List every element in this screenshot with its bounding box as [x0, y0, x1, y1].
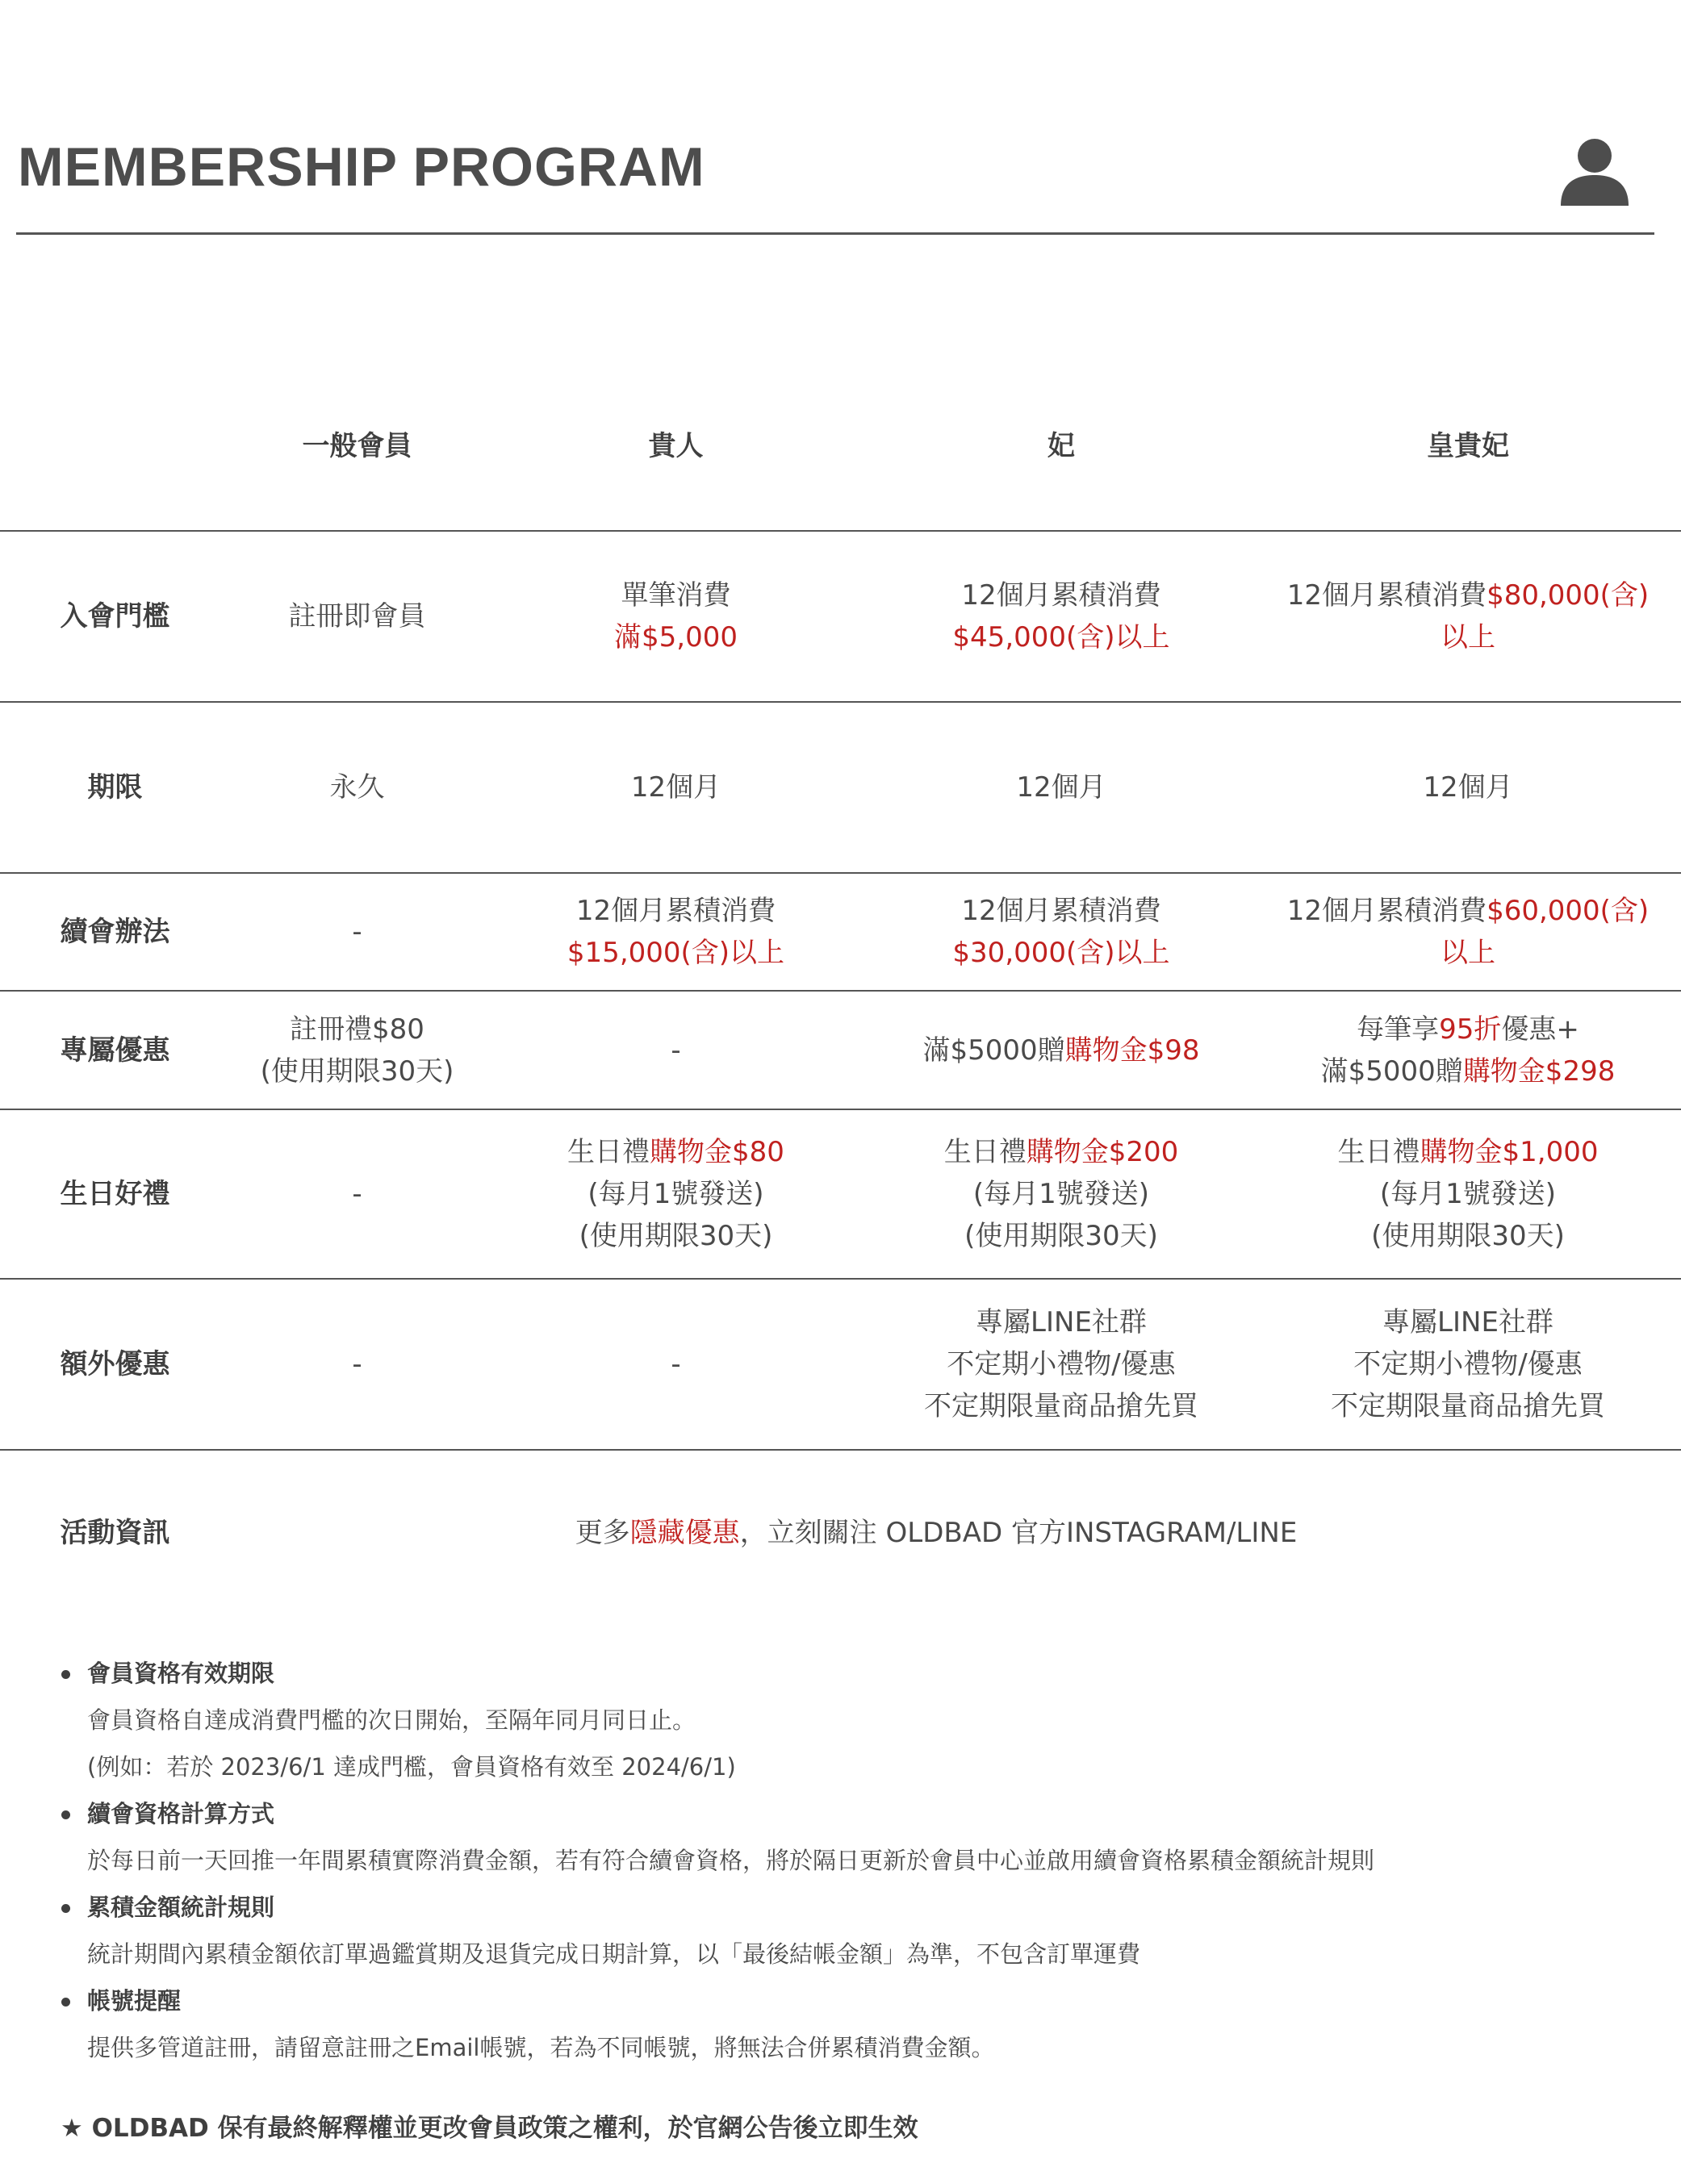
cell-text: 12個月累積消費 — [1286, 895, 1487, 927]
cell-line — [1287, 932, 1649, 974]
cell-line — [352, 1343, 362, 1385]
cell-line — [1331, 1301, 1605, 1343]
note-title: 會員資格有效期限 — [87, 1660, 275, 1687]
note-text: 於每日前一天回推一年間累積實際消費金額，若有符合續會資格，將於隔日更新於會員中心並啟用續會資格累積金額統計規則 — [87, 1847, 1375, 1874]
tier-header: 妃 — [1047, 429, 1075, 462]
note-heading — [56, 1884, 1654, 1931]
cell-text: (使用期限30天) — [260, 1054, 454, 1088]
highlight-text: $30,000(含)以上 — [952, 937, 1170, 969]
activity-line — [575, 1512, 1298, 1554]
highlight-text: 購物金$1,000 — [1420, 1136, 1599, 1168]
cell-text: 優惠+ — [1501, 1013, 1579, 1046]
cell-text: 12個月 — [630, 771, 721, 804]
cell-text: 滿$5000贈 — [922, 1034, 1065, 1067]
activity-label: 活動資訊 — [60, 1517, 170, 1549]
note-heading — [56, 1650, 1654, 1697]
table-cell — [868, 1279, 1255, 1450]
bullet-icon — [61, 1810, 70, 1819]
highlight-text: 購物金$98 — [1064, 1034, 1200, 1067]
row-label: 專屬優惠 — [60, 1034, 170, 1067]
table-cell — [230, 873, 484, 991]
cell-line — [1338, 1173, 1599, 1215]
cell-text: 不定期小禮物/優惠 — [1353, 1348, 1583, 1380]
row-label: 期限 — [87, 771, 143, 804]
title-divider — [16, 232, 1654, 235]
note-title: 累積金額統計規則 — [87, 1894, 275, 1921]
cell-line — [1287, 574, 1649, 616]
cell-line — [922, 1029, 1199, 1071]
cell-line — [952, 932, 1169, 974]
cell-text: 永久 — [329, 771, 385, 804]
highlight-text: 購物金$298 — [1462, 1054, 1616, 1088]
cell-text: 每筆享 — [1357, 1013, 1440, 1046]
activity-text: 更多 — [575, 1517, 630, 1549]
cell-text: 生日禮 — [567, 1136, 650, 1168]
note-heading — [56, 1790, 1654, 1837]
cell-text: 12個月累積消費 — [575, 895, 776, 927]
note-heading — [56, 1977, 1654, 2024]
row-label: 入會門檻 — [60, 600, 170, 633]
cell-line — [567, 890, 784, 932]
table-cell — [1255, 1279, 1681, 1450]
cell-line — [567, 932, 784, 974]
table-cell — [484, 1109, 868, 1279]
cell-text: (每月1號發送) — [1379, 1178, 1557, 1210]
table-cell — [1255, 702, 1681, 873]
cell-line — [352, 911, 362, 953]
cell-line — [1331, 1343, 1605, 1385]
cell-text: 生日禮 — [943, 1136, 1027, 1168]
cell-line — [924, 1385, 1198, 1427]
table-cell — [868, 991, 1255, 1109]
cell-text: - — [352, 916, 362, 948]
highlight-text: 以上 — [1441, 621, 1495, 654]
disclaimer: ★ OLDBAD 保有最終解釋權並更改會員政策之權利，於官網公告後立即生效 — [61, 2114, 918, 2143]
cell-text: 12個月 — [1016, 771, 1106, 804]
table-cell — [1255, 991, 1681, 1109]
table-cell — [484, 1279, 868, 1450]
bullet-icon — [61, 1904, 70, 1913]
table-cell — [230, 531, 484, 702]
highlight-text: 滿$5,000 — [614, 621, 738, 654]
row-label: 續會辦法 — [60, 916, 170, 948]
highlight-text: $80,000(含) — [1487, 579, 1650, 612]
highlight-text: 95折 — [1439, 1013, 1502, 1046]
bullet-icon — [61, 1670, 70, 1679]
table-cell — [1255, 873, 1681, 991]
table-cell — [1255, 531, 1681, 702]
highlight-text: $15,000(含)以上 — [567, 937, 785, 969]
cell-text: - — [352, 1178, 362, 1210]
cell-line — [614, 616, 738, 658]
cell-text: - — [352, 1348, 362, 1380]
cell-line — [352, 1173, 362, 1215]
tier-header: 一般會員 — [302, 429, 412, 462]
bullet-icon — [61, 1998, 70, 2007]
cell-text: 12個月累積消費 — [961, 895, 1161, 927]
cell-text: - — [671, 1348, 681, 1380]
table-cell — [230, 1279, 484, 1450]
cell-text: 註冊即會員 — [288, 600, 426, 633]
cell-text: 註冊禮$80 — [290, 1013, 424, 1046]
note-text: (例如：若於 2023/6/1 達成門檻，會員資格有效至 2024/6/1) — [87, 1753, 736, 1781]
cell-line — [261, 1050, 454, 1092]
cell-line — [671, 1029, 680, 1071]
cell-line — [944, 1215, 1179, 1257]
cell-text: (使用期限30天) — [1371, 1220, 1565, 1252]
cell-text: (使用期限30天) — [579, 1220, 773, 1252]
cell-line — [1423, 766, 1512, 808]
highlight-text: 以上 — [1441, 937, 1495, 969]
activity-text: ，立刻關注 OLDBAD 官方INSTAGRAM/LINE — [739, 1517, 1298, 1549]
table-cell — [868, 531, 1255, 702]
cell-line — [289, 595, 426, 637]
highlight-text: $45,000(含)以上 — [952, 621, 1170, 654]
cell-text: 專屬LINE社群 — [976, 1306, 1147, 1338]
cell-text: 不定期限量商品搶先買 — [1331, 1390, 1605, 1422]
notes-section — [56, 1650, 1654, 2071]
cell-line — [944, 1173, 1179, 1215]
cell-line — [1331, 1385, 1605, 1427]
cell-line — [952, 890, 1169, 932]
cell-line — [1338, 1215, 1599, 1257]
note-title: 續會資格計算方式 — [87, 1800, 275, 1827]
table-cell — [868, 1109, 1255, 1279]
highlight-text: 隱藏優惠 — [629, 1517, 740, 1549]
table-cell — [230, 702, 484, 873]
cell-line — [1321, 1008, 1616, 1050]
table-cell — [484, 873, 868, 991]
note-text: 統計期間內累積金額依訂單過鑑賞期及退貨完成日期計算，以「最後結帳金額」為準，不包含訂單運費 — [87, 1940, 1141, 1968]
user-account-icon[interactable] — [1558, 133, 1632, 207]
cell-line — [952, 616, 1169, 658]
cell-line — [567, 1215, 784, 1257]
cell-text: 滿$5000贈 — [1320, 1054, 1463, 1088]
table-cell — [230, 1109, 484, 1279]
cell-line — [944, 1131, 1179, 1173]
cell-text: 生日禮 — [1337, 1136, 1420, 1168]
cell-text: - — [671, 1034, 681, 1067]
note-title: 帳號提醒 — [87, 1987, 182, 2015]
cell-line — [567, 1131, 784, 1173]
cell-text: 不定期限量商品搶先買 — [924, 1390, 1198, 1422]
table-cell — [484, 991, 868, 1109]
cell-line — [1321, 1050, 1616, 1092]
table-cell — [484, 702, 868, 873]
highlight-text: $60,000(含) — [1487, 895, 1650, 927]
cell-text: 不定期小禮物/優惠 — [947, 1348, 1176, 1380]
cell-line — [924, 1301, 1198, 1343]
cell-line — [330, 766, 385, 808]
cell-text: 專屬LINE社群 — [1382, 1306, 1553, 1338]
cell-line — [1287, 616, 1649, 658]
tier-header: 皇貴妃 — [1427, 429, 1509, 462]
cell-line — [614, 574, 738, 616]
cell-line — [1338, 1131, 1599, 1173]
cell-line — [631, 766, 721, 808]
cell-line — [261, 1008, 454, 1050]
table-cell — [868, 873, 1255, 991]
table-cell — [1255, 1109, 1681, 1279]
cell-text: 12個月累積消費 — [961, 579, 1161, 612]
cell-line — [952, 574, 1169, 616]
cell-text: (每月1號發送) — [588, 1178, 764, 1210]
row-label: 額外優惠 — [60, 1348, 170, 1380]
activity-info — [452, 1493, 1420, 1573]
table-cell — [230, 991, 484, 1109]
cell-line — [567, 1173, 784, 1215]
cell-line — [1287, 890, 1649, 932]
cell-text: 12個月累積消費 — [1286, 579, 1487, 612]
table-cell — [484, 531, 868, 702]
note-text: 提供多管道註冊，請留意註冊之Email帳號，若為不同帳號，將無法合併累積消費金額。 — [87, 2034, 995, 2061]
cell-text: 單筆消費 — [621, 579, 731, 612]
highlight-text: 購物金$200 — [1026, 1136, 1179, 1168]
cell-line — [924, 1343, 1198, 1385]
cell-line — [671, 1343, 680, 1385]
table-cell — [868, 702, 1255, 873]
cell-text: 12個月 — [1423, 771, 1513, 804]
note-text: 會員資格自達成消費門檻的次日開始，至隔年同月同日止。 — [87, 1706, 696, 1734]
cell-text: (每月1號發送) — [972, 1178, 1150, 1210]
highlight-text: 購物金$80 — [650, 1136, 784, 1168]
page-title: MEMBERSHIP PROGRAM — [18, 136, 705, 198]
row-label: 生日好禮 — [60, 1178, 170, 1210]
cell-line — [1016, 766, 1106, 808]
cell-text: (使用期限30天) — [964, 1220, 1158, 1252]
tier-header: 貴人 — [648, 429, 704, 462]
